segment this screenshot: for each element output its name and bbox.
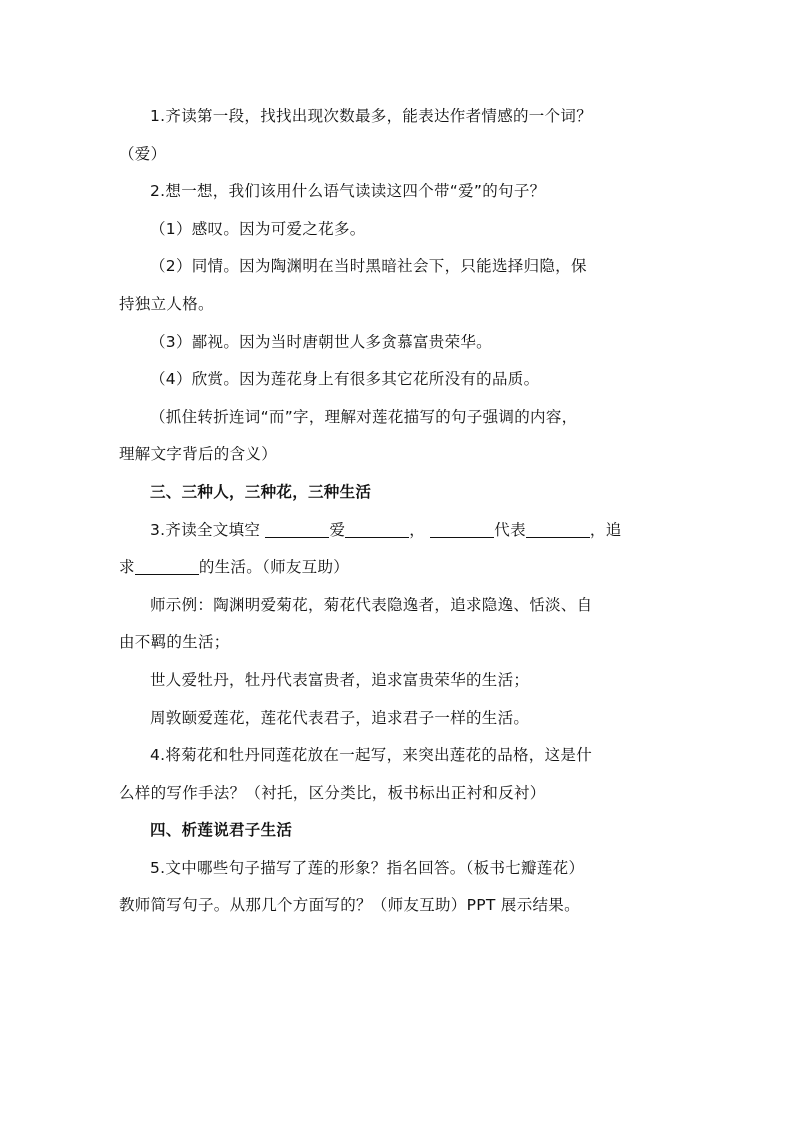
question-1-answer: （爱） [119,144,167,163]
fill-blank [345,521,409,538]
question-3-comma: ， [409,520,426,539]
question-3-love: 爱 [329,520,346,539]
section-3-heading: 三、三种人，三种花，三种生活 [150,482,372,501]
question-3-line-2-start: 求 [119,558,135,577]
question-5-line-2: 教师简写句子。从那几个方面写的？（师友互助）PPT 展示结果。 [119,896,580,915]
question-3-prefix: 3.齐读全文填空 [150,520,261,539]
question-5-line-1: 5.文中哪些句子描写了莲的形象？指名回答。（板书七瓣莲花） [150,858,585,877]
section-4-heading: 四、析莲说君子生活 [150,821,293,840]
question-2-item-2-line-2: 持独立人格。 [119,294,214,313]
question-3-line-1 [119,512,689,550]
question-3-pursue: ，追 [589,520,622,539]
example-line-4: 周敦颐爱莲花，莲花代表君子，追求君子一样的生活。 [150,708,530,727]
question-2-item-1: （1）感叹。因为可爱之花多。 [150,219,366,238]
fill-blank [430,521,494,538]
question-2-note-line-1: （抓住转折连词“而”字，理解对莲花描写的句子强调的内容， [150,407,578,426]
fill-blank [526,521,590,538]
question-1-line-1: 1.齐读第一段，找找出现次数最多，能表达作者情感的一个词？ [150,107,592,125]
question-2-item-2-line-1: （2）同情。因为陶渊明在当时黑暗社会下，只能选择归隐，保 [150,257,587,276]
fill-blank [265,521,329,538]
question-2-item-4: （4）欣赏。因为莲花身上有很多其它花所没有的品质。 [150,370,540,389]
fill-blank [135,558,199,575]
question-3-line-2 [119,549,689,587]
question-2-note-line-2: 理解文字背后的含义） [119,445,278,464]
example-line-3: 世人爱牡丹，牡丹代表富贵者，追求富贵荣华的生活； [150,670,530,689]
question-4-line-2: 么样的写作手法？（衬托，区分类比，板书标出正衬和反衬） [119,783,546,802]
question-4-line-1: 4.将菊花和牡丹同莲花放在一起写，来突出莲花的品格，这是什 [150,746,592,765]
question-3-line-2-end: 的生活。（师友互助） [198,558,350,577]
example-line-2: 由不羁的生活； [119,633,230,652]
document-body [119,98,689,925]
example-line-1: 师示例：陶渊明爱菊花，菊花代表隐逸者，追求隐逸、恬淡、自 [150,595,593,614]
question-2-item-3: （3）鄙视。因为当时唐朝世人多贪慕富贵荣华。 [150,332,492,351]
question-2-title: 2.想一想，我们该用什么语气读读这四个带“爱”的句子？ [150,182,546,201]
question-3-represents: 代表 [494,520,526,539]
